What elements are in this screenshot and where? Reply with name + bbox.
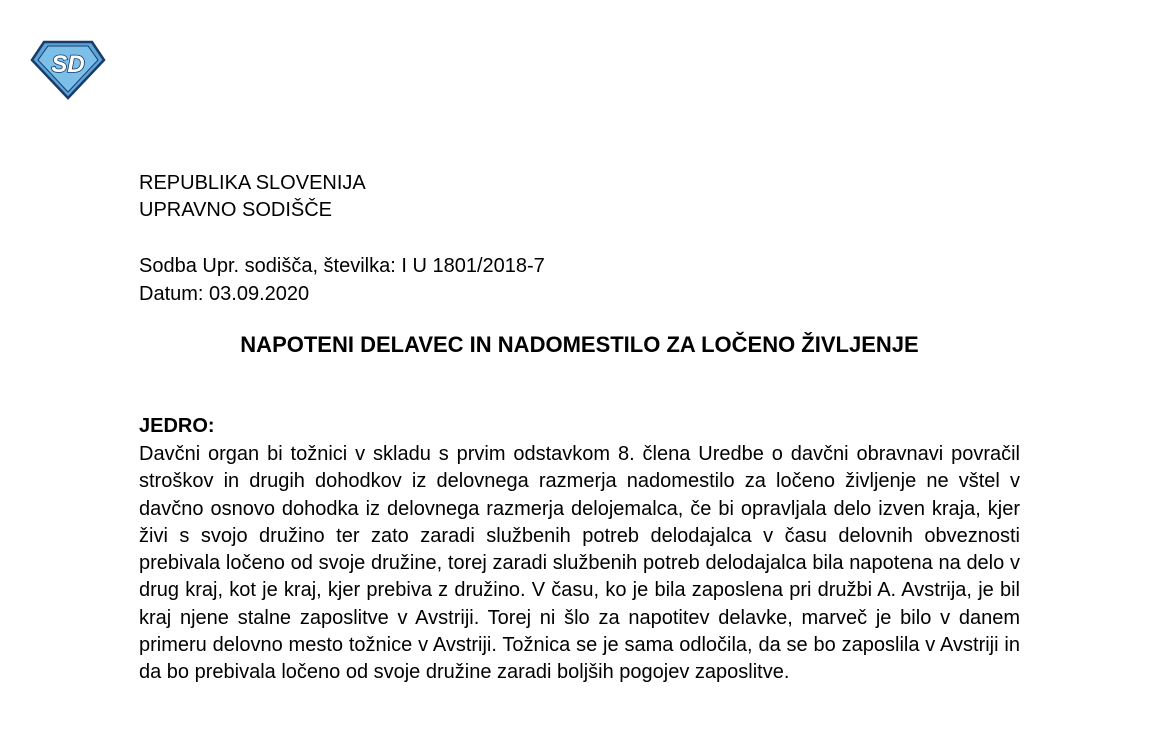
diamond-logo-icon	[30, 40, 106, 100]
court-logo	[30, 40, 106, 100]
document-title: NAPOTENI DELAVEC IN NADOMESTILO ZA LOČENO ŽIVLJENJE	[240, 332, 919, 357]
core-heading: JEDRO:	[139, 415, 215, 437]
court-header	[139, 170, 366, 224]
header-country: REPUBLIKA SLOVENIJA	[139, 172, 366, 194]
case-meta	[139, 252, 545, 308]
logo-text: SD	[51, 51, 85, 78]
case-number: Sodba Upr. sodišča, številka: I U 1801/2018-7	[139, 255, 545, 277]
core-text: Davčni organ bi tožnici v skladu s prvim odstavkom 8. člena Uredbe o davčni obravnavi povračil stroškov in drugih dohodkov iz delovnega razmerja nadomestilo za ločeno življenje ne vštel v davčno osnovo dohodka iz delovnega razmerja delojemalca, če bi opravljala delo izven kraja, kjer živi s svojo družino ter zato zaradi službenih potreb delodajalca v času delovnih obveznosti prebivala ločeno od svoje družine, torej zaradi službenih potreb delodajalca bila napotena na delo v drug kraj, kot je kraj, kjer prebiva z družino. V času, ko je bila zaposlena pri družbi A. Avstrija, je bil kraj njene stalne zaposlitve v Avstriji. Torej ni šlo za napotitev delavke, marveč je bilo v danem primeru delovno mesto tožnice v Avstriji. Tožnica se je sama odločila, da se bo zaposlila v Avstriji in da bo prebivala ločeno od svoje družine zaradi boljših pogojev zaposlitve.	[139, 443, 1020, 684]
header-court: UPRAVNO SODIŠČE	[139, 199, 332, 221]
case-date: Datum: 03.09.2020	[139, 283, 310, 305]
